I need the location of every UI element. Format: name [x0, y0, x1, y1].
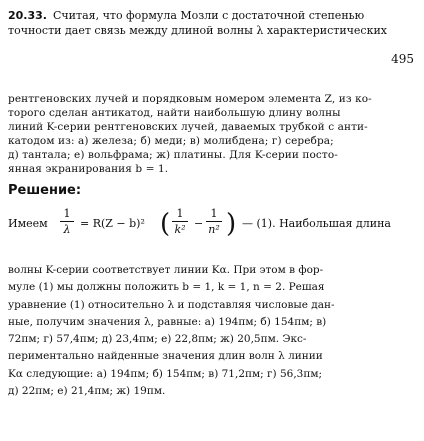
problem-number: 20.33. — [8, 9, 47, 22]
continuation-line: линий K-серии рентгеновских лучей, даваемых трубкой с анти- — [8, 121, 368, 133]
solution-text — [8, 262, 416, 400]
solution-line: д) 22пм; е) 21,4пм; ж) 19пм. — [8, 385, 166, 398]
fraction-one-over-n2: 1 n² — [206, 207, 222, 236]
page-number: 495 — [391, 52, 414, 66]
solution-heading: Решение: — [8, 183, 82, 198]
formula-tail: — (1). Наибольшая длина — [242, 217, 391, 230]
solution-line: волны K-серии соответствует линии Kα. При этом в фор- — [8, 264, 324, 276]
formula-lead: Имеем — [8, 217, 48, 230]
right-paren: ) — [226, 209, 237, 239]
fraction-one-over-k2: 1 k² — [172, 207, 188, 236]
problem-line-1: 20.33. Считая, что формула Мозли с достаточной степенью — [8, 9, 365, 22]
continuation-line: д) тантала; е) вольфрама; ж) платины. Для K-серии посто- — [8, 149, 338, 161]
continuation-line: катодом из: а) железа; б) меди; в) молибдена; г) серебра; — [8, 135, 334, 147]
solution-line: ные, получим значения λ, равные: а) 194пм; б) 154пм; в) — [8, 315, 327, 328]
continuation-line: рентгеновских лучей и порядковым номером элемента Z, из ко- — [8, 93, 372, 105]
solution-line: уравнение (1) относительно λ и подставляя числовые дан- — [8, 298, 335, 311]
problem-line-2: точности дает связь между длиной волны λ характеристических — [8, 24, 388, 37]
continuation-line: торого сделан антикатод, найти наибольшую длину волны — [8, 107, 341, 119]
problem-continuation — [8, 92, 416, 176]
continuation-line: янная экранирования b = 1. — [8, 163, 169, 175]
left-paren: ( — [160, 209, 171, 239]
formula-middle: = R(Z − b)² — [80, 217, 145, 230]
problem-statement-head — [8, 8, 416, 38]
solution-line: Kα следующие: а) 194пм; б) 154пм; в) 71,2пм; г) 56,3пм; — [8, 367, 323, 380]
fraction-one-over-lambda: 1 λ — [60, 207, 74, 236]
moseley-formula — [8, 205, 416, 247]
solution-line: муле (1) мы должны положить b = 1, k = 1, n = 2. Решая — [8, 281, 325, 294]
solution-line: периментально найденные значения длин волн λ линии — [8, 350, 323, 363]
solution-line: 72пм; г) 57,4пм; д) 23,4пм; е) 22,8пм; ж) 20,5пм. Экс- — [8, 333, 307, 346]
formula-minus: − — [194, 217, 204, 230]
